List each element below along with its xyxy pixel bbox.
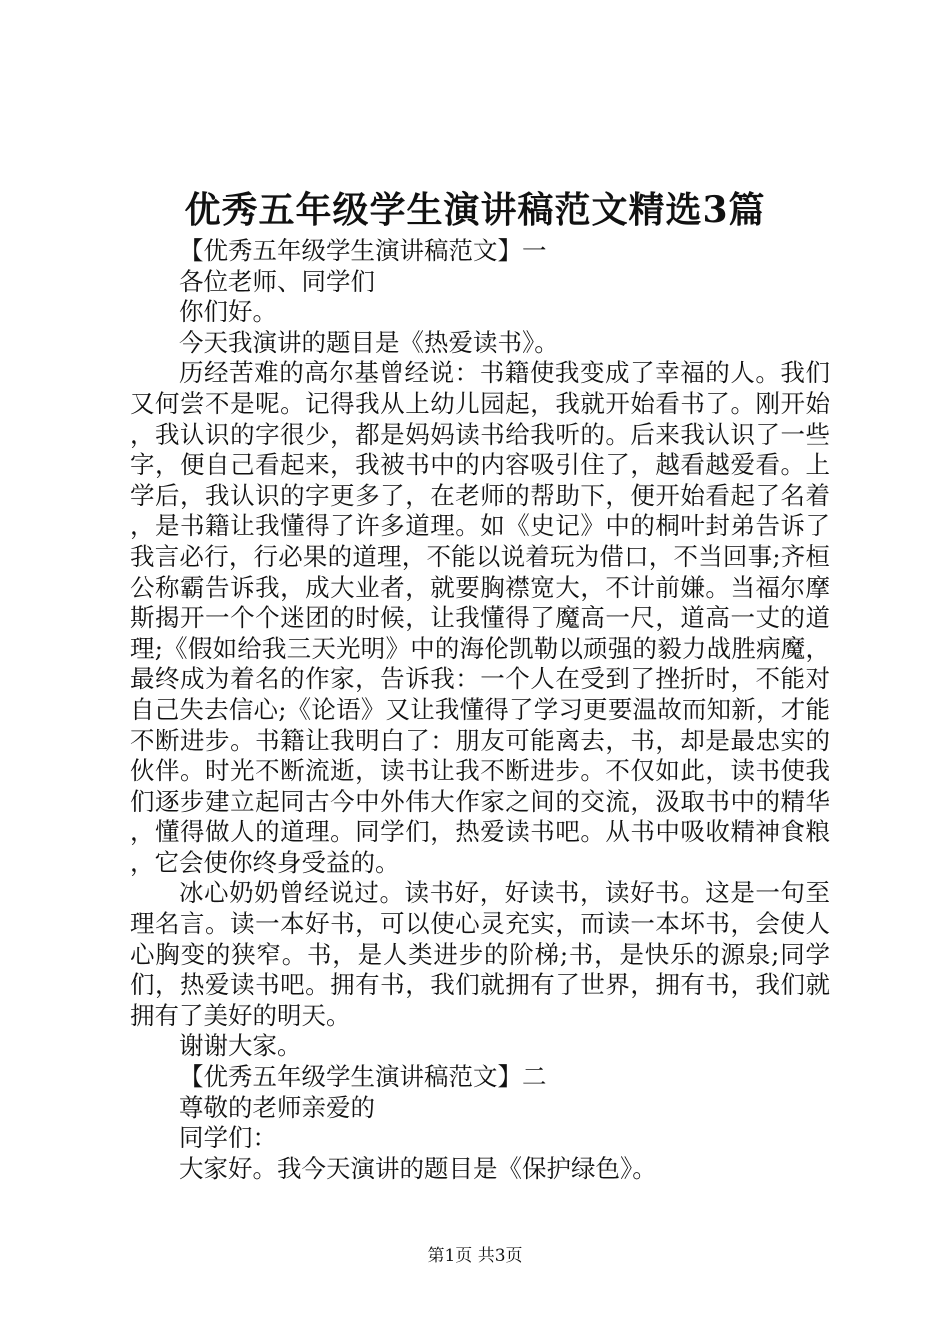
body-paragraph: 历经苦难的高尔基曾经说：书籍使我变成了幸福的人。我们又何尝不是呢。记得我从上幼儿园起，我就开始看书了。刚开始，我认识的字很少，都是妈妈读书给我听的。后来我认识了一些字，便自己看起来，我被书中的内容吸引住了，越看越爱看。上学后，我认识的字更多了，在老师的帮助下，便开始看起了名着，是书籍让我懂得了许多道理。如《史记》中的桐叶封弟告诉了我言必行，行必果的道理，不能以说着玩为借口，不当回事;齐桓公称霸告诉我，成大业者，就要胸襟宽大，不计前嫌。当福尔摩斯揭开一个个迷团的时候，让我懂得了魔高一尺，道高一丈的道理;《假如给我三天光明》中的海伦凯勒以顽强的毅力战胜病魔，最终成为着名的作家，告诉我：一个人在受到了挫折时，不能对自己失去信心;《论语》又让我懂得了学习更要温故而知新，才能不断进步。书籍让我明白了：朋友可能离去，书，却是最忠实的伙伴。时光不断流逝，读书让我不断进步。不仅如此，读书使我们逐步建立起同古今中外伟大作家之间的交流，汲取书中的精华，懂得做人的道理。同学们，热爱读书吧。从书中吸收精神食粮，它会使你终身受益的。 [130, 358, 830, 877]
document-body [130, 236, 830, 1184]
document-title: 优秀五年级学生演讲稿范文精选3篇 [184, 189, 766, 231]
salutation: 尊敬的老师亲爱的 [179, 1092, 375, 1122]
speech-topic: 大家好。我今天演讲的题目是《保护绿色》。 [179, 1153, 657, 1183]
page-number: 第1页 共3页 [427, 1246, 523, 1266]
greeting: 你们好。 [179, 297, 277, 327]
salutation: 各位老师、同学们 [179, 266, 375, 296]
section-heading-1: 【优秀五年级学生演讲稿范文】一 [179, 236, 547, 265]
speech-topic: 今天我演讲的题目是《热爱读书》。 [179, 327, 559, 357]
section-heading-2: 【优秀五年级学生演讲稿范文】二 [179, 1062, 547, 1092]
salutation: 同学们： [179, 1123, 277, 1153]
closing-line: 谢谢大家。 [179, 1031, 302, 1061]
body-paragraph: 冰心奶奶曾经说过。读书好，好读书，读好书。这是一句至理名言。读一本好书，可以使心灵充实，而读一本坏书，会使人心胸变的狭窄。书，是人类进步的阶梯;书，是快乐的源泉;同学们，热爱读书吧。拥有书，我们就拥有了世界，拥有书，我们就拥有了美好的明天。 [130, 878, 830, 1030]
